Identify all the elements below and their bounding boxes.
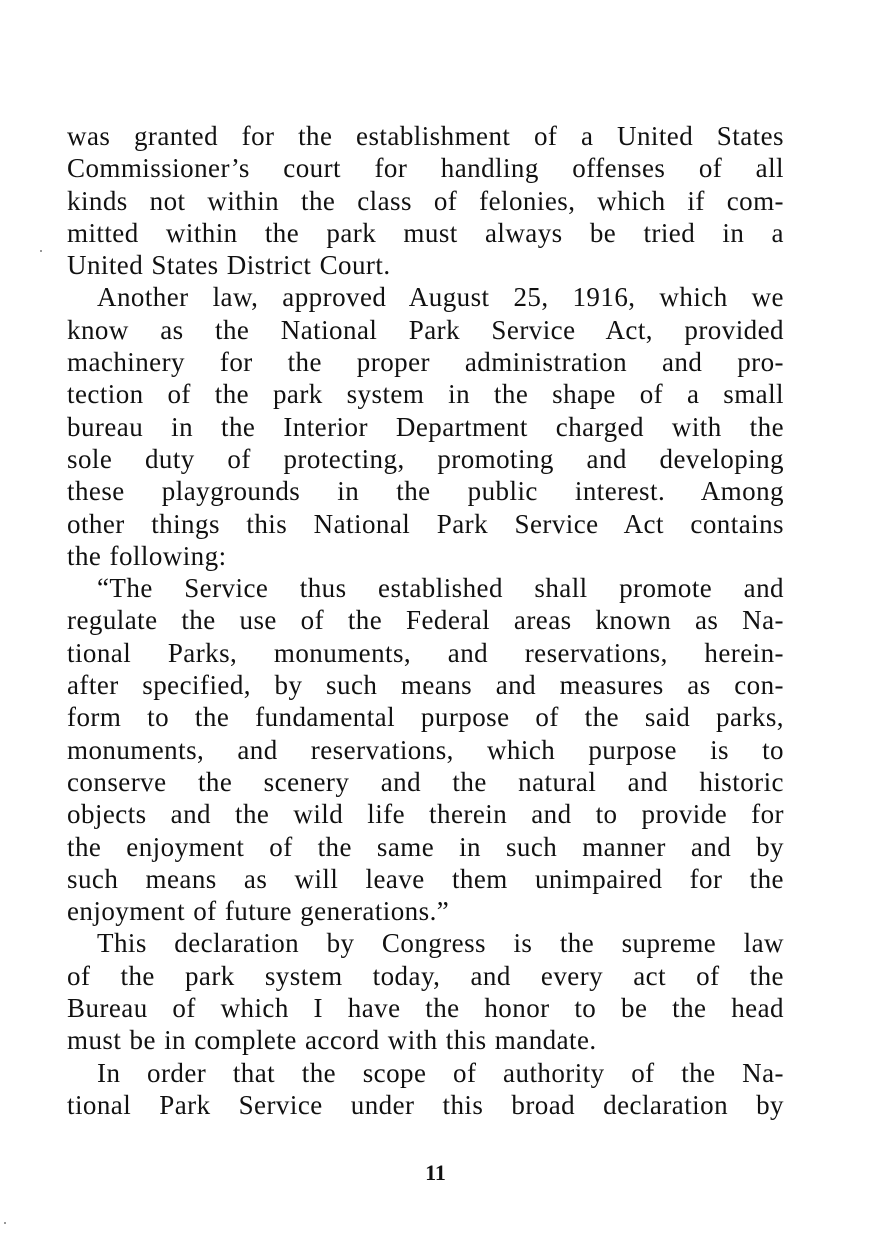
text-line: monuments, and reservations, which purpose is to bbox=[67, 734, 784, 765]
text-line: must be in complete accord with this mandate. bbox=[67, 1025, 597, 1056]
text-line: tional Park Service under this broad declaration by bbox=[67, 1089, 784, 1120]
text-line: “The Service thus established shall promote and bbox=[97, 573, 784, 604]
text-line: tional Parks, monuments, and reservations, herein- bbox=[67, 637, 784, 668]
text-line: Bureau of which I have the honor to be the head bbox=[67, 993, 784, 1024]
scan-speck bbox=[4, 1222, 6, 1224]
page-body-text bbox=[67, 120, 784, 1121]
text-line: In order that the scope of authority of the Na- bbox=[97, 1057, 784, 1088]
text-line: such means as will leave them unimpaired for the bbox=[67, 863, 784, 894]
paragraph-1 bbox=[67, 120, 784, 281]
paragraph-5 bbox=[67, 1057, 784, 1122]
text-line: This declaration by Congress is the supreme law bbox=[97, 928, 784, 959]
paragraph-2 bbox=[67, 281, 784, 572]
text-line: bureau in the Interior Department charged with the bbox=[67, 411, 784, 442]
text-line: know as the National Park Service Act, provided bbox=[67, 314, 784, 345]
text-line: of the park system today, and every act of the bbox=[67, 960, 784, 991]
text-line: after specified, by such means and measures as con- bbox=[67, 670, 784, 701]
text-line: mitted within the park must always be tried in a bbox=[67, 217, 784, 248]
paragraph-3-quotation bbox=[67, 572, 784, 927]
scan-speck bbox=[40, 250, 42, 252]
text-line: United States District Court. bbox=[67, 250, 391, 281]
text-line: was granted for the establishment of a United States bbox=[67, 121, 784, 151]
text-line: other things this National Park Service Act contains bbox=[67, 508, 784, 539]
text-line: conserve the scenery and the natural and historic bbox=[67, 766, 784, 797]
text-line: sole duty of protecting, promoting and developing bbox=[67, 443, 784, 474]
text-line: these playgrounds in the public interest. Among bbox=[67, 476, 784, 507]
text-line: the following: bbox=[67, 540, 227, 571]
text-line: enjoyment of future generations.” bbox=[67, 896, 450, 927]
text-line: machinery for the proper administration and pro- bbox=[67, 347, 784, 378]
text-line: regulate the use of the Federal areas known as Na- bbox=[67, 605, 784, 636]
text-line: Another law, approved August 25, 1916, which we bbox=[97, 282, 784, 313]
text-line: objects and the wild life therein and to provide for bbox=[67, 799, 784, 830]
text-line: the enjoyment of the same in such manner and by bbox=[67, 831, 784, 862]
text-line: Commissioner’s court for handling offenses of all bbox=[67, 153, 784, 184]
text-line: tection of the park system in the shape of a small bbox=[67, 379, 784, 410]
page-number: 11 bbox=[425, 1160, 446, 1185]
text-line: form to the fundamental purpose of the said parks, bbox=[67, 702, 784, 733]
paragraph-4 bbox=[67, 927, 784, 1056]
text-line: kinds not within the class of felonies, which if com- bbox=[67, 185, 784, 216]
